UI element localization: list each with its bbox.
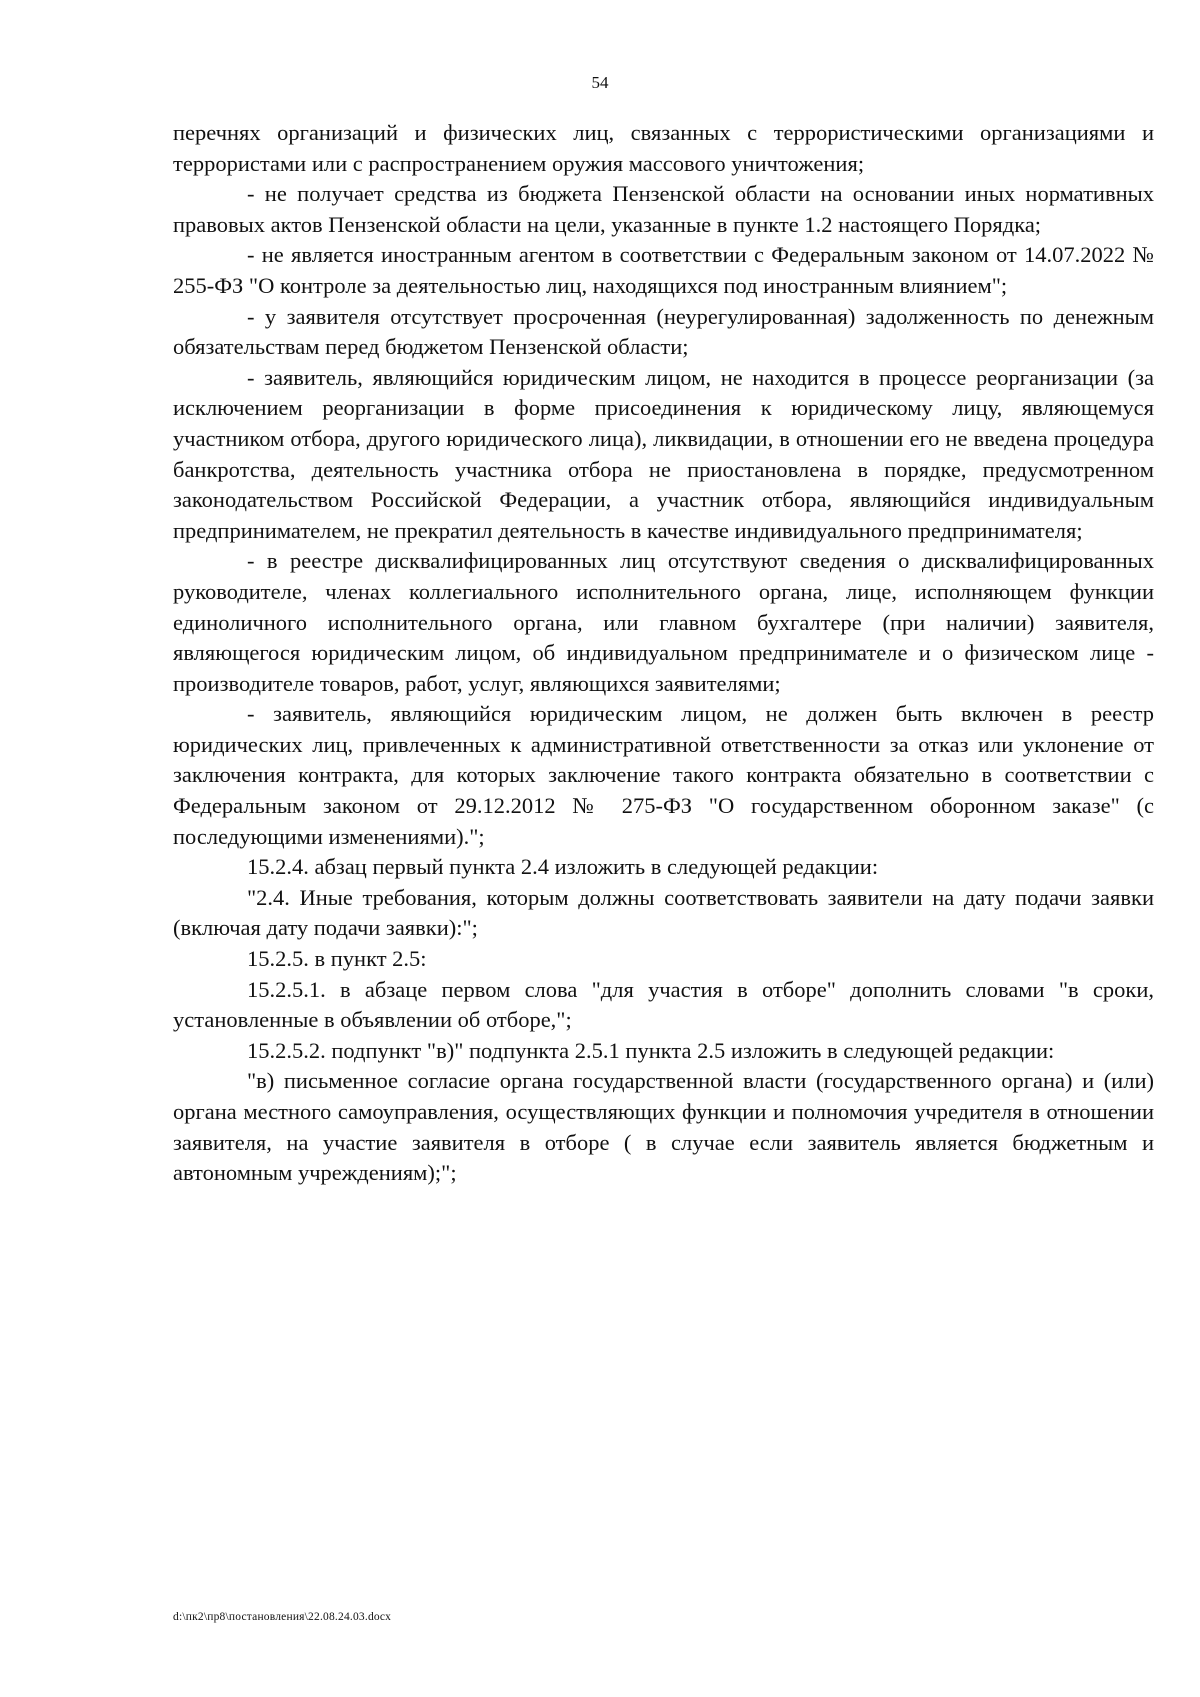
- paragraph: - у заявителя отсутствует просроченная (неурегулированная) задолженность по денежным обязательствам перед бюджетом Пензенской области;: [173, 303, 1154, 360]
- page-number: 54: [591, 73, 609, 92]
- paragraph: - заявитель, являющийся юридическим лицом, не находится в процессе реорганизации (за исключением реорганизации в форме присоединения к юридическому лицу, являющемуся участником отбора, другого юридического лица), ликвидации, в отношении его не введена процедура банкротства, деятельность участника отбора не приостановлена в порядке, предусмотренном законодательством Российской Федерации, а участник отбора, являющийся индивидуальным предпринимателем, не прекратил деятельность в качестве индивидуального предпринимателя;: [173, 364, 1154, 543]
- paragraph: 15.2.5.2. подпункт "в)" подпункта 2.5.1 пункта 2.5 изложить в следующей редакции:: [247, 1037, 1055, 1063]
- paragraph: - заявитель, являющийся юридическим лицом, не должен быть включен в реестр юридических лиц, привлеченных к административной ответственности за отказ или уклонение от заключения контракта, для которых заключение такого контракта обязательно в соответствии с Федеральным законом от 29.12.2012 № 275-ФЗ "О государственном оборонном заказе" (с последующими изменениями).";: [173, 701, 1154, 849]
- paragraph: 15.2.5. в пункт 2.5:: [247, 946, 427, 972]
- paragraph: "в) письменное согласие органа государственной власти (государственного органа) и (или) органа местного самоуправления, осуществляющих функции и полномочия учредителя в отношении заявителя, на участие заявителя в отборе ( в случае если заявитель является бюджетным и автономным учреждениям);";: [173, 1068, 1154, 1186]
- document-body: [173, 118, 1154, 1189]
- paragraph: - в реестре дисквалифицированных лиц отсутствуют сведения о дисквалифицированных руководителе, членах коллегиального исполнительного органа, лице, исполняющем функции единоличного исполнительного органа, или главном бухгалтере (при наличии) заявителя, являющегося юридическим лицом, об индивидуальном предпринимателе и о физическом лице - производителе товаров, работ, услуг, являющихся заявителями;: [173, 548, 1154, 696]
- paragraph: - не получает средства из бюджета Пензенской области на основании иных нормативных правовых актов Пензенской области на цели, указанные в пункте 1.2 настоящего Порядка;: [173, 181, 1154, 237]
- paragraph: "2.4. Иные требования, которым должны соответствовать заявители на дату подачи заявки (включая дату подачи заявки):";: [173, 884, 1154, 941]
- paragraph: 15.2.4. абзац первый пункта 2.4 изложить в следующей редакции:: [247, 854, 879, 880]
- paragraph: - не является иностранным агентом в соответствии с Федеральным законом от 14.07.2022 № 255-ФЗ "О контроле за деятельностью лиц, находящихся под иностранным влиянием";: [173, 242, 1154, 298]
- paragraph: 15.2.5.1. в абзаце первом слова "для участия в отборе" дополнить словами "в сроки, установленные в объявлении об отборе,";: [173, 976, 1154, 1033]
- paragraph: перечнях организаций и физических лиц, связанных с террористическими организациями и террористами или с распространением оружия массового уничтожения;: [173, 120, 1154, 176]
- footer-file-path: d:\пк2\пр8\постановления\22.08.24.03.docx: [173, 1611, 392, 1623]
